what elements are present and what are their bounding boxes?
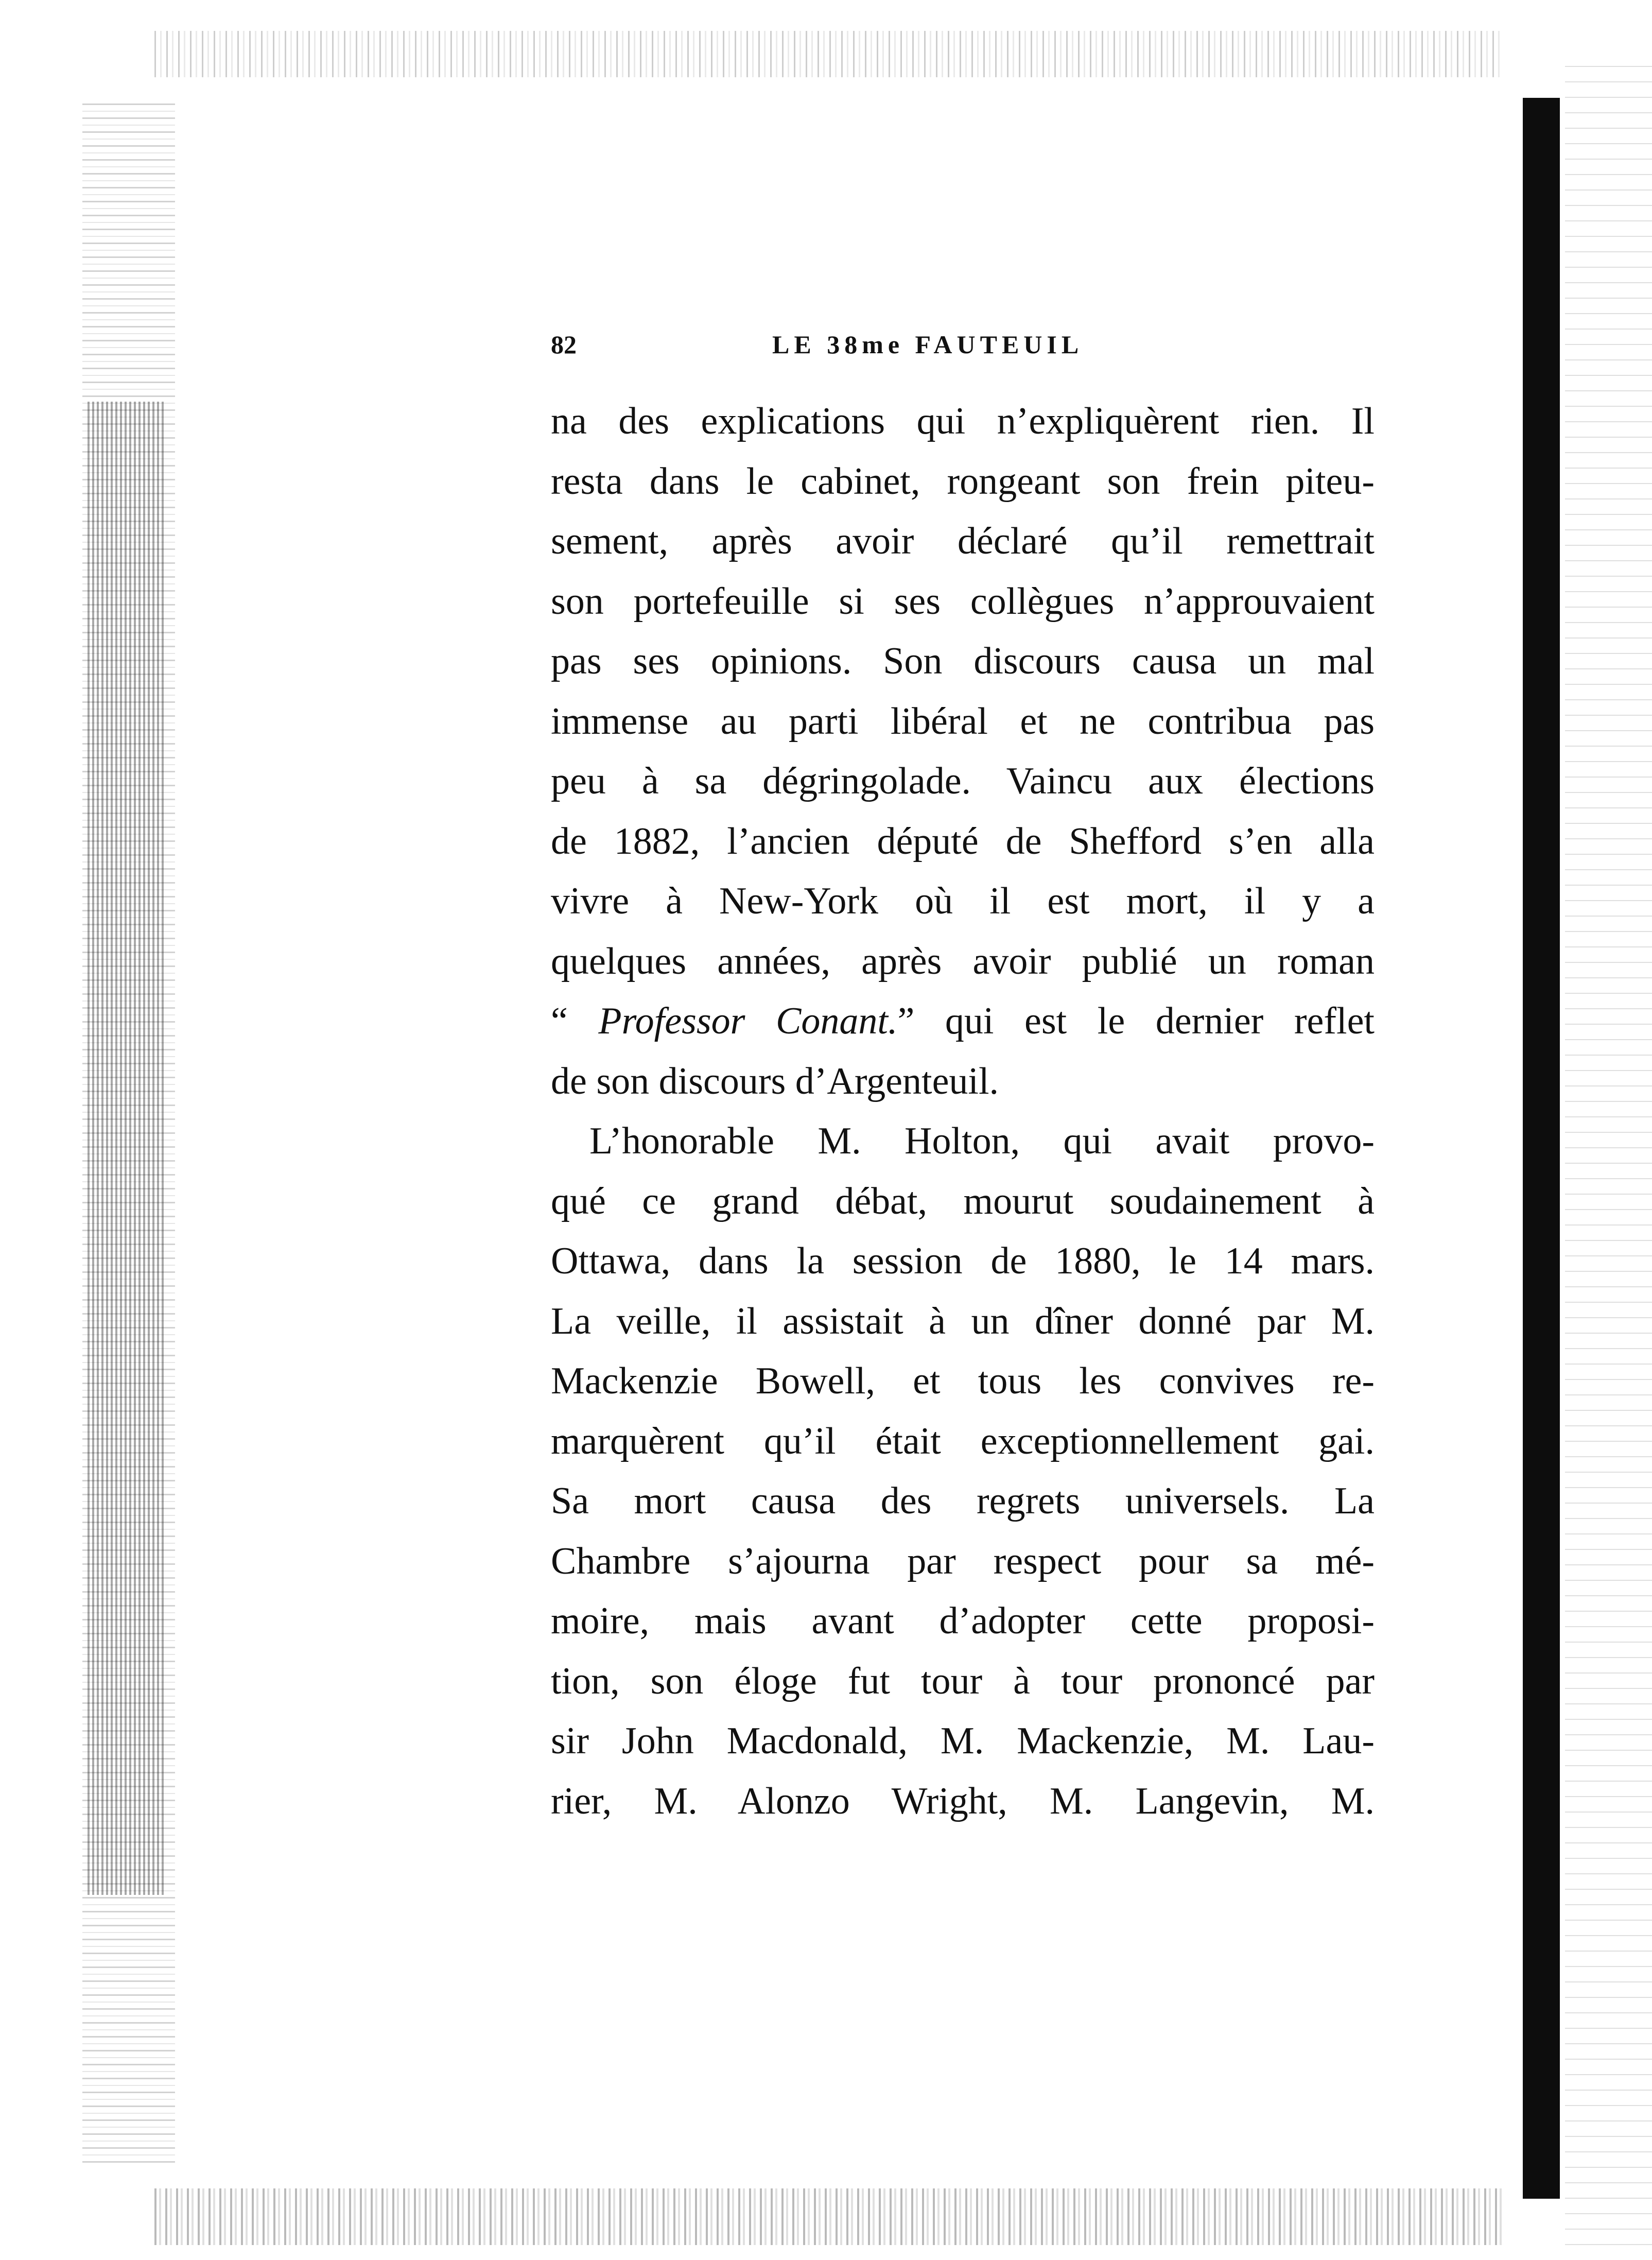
text-line: na des explications qui n’expliquèrent rien. Il — [551, 400, 1375, 442]
text-line: quelques années, après avoir publié un roman — [551, 940, 1375, 982]
text-line: immense au parti libéral et ne contribua pas — [551, 700, 1375, 743]
text-line: L’honorable M. Holton, qui avait provo- — [589, 1120, 1375, 1162]
quote-close-text: ” qui est le dernier reflet — [897, 1000, 1375, 1042]
scan-noise-bottom — [154, 2188, 1503, 2245]
text-line: Ottawa, dans la session de 1880, le 14 mars. — [551, 1240, 1375, 1282]
text-line: sement, après avoir déclaré qu’il remettrait — [551, 520, 1375, 562]
text-line: marquèrent qu’il était exceptionnellement gai. — [551, 1420, 1375, 1462]
text-line: Mackenzie Bowell, et tous les convives re- — [551, 1360, 1375, 1402]
text-line-with-title — [551, 991, 1375, 1051]
text-line: pas ses opinions. Son discours causa un mal — [551, 640, 1375, 682]
quote-open: “ — [551, 1000, 599, 1042]
text-line: peu à sa dégringolade. Vaincu aux élections — [551, 760, 1375, 802]
body-text — [551, 391, 1375, 1831]
text-line: moire, mais avant d’adopter cette proposi- — [551, 1600, 1375, 1642]
binding-edge-left — [88, 402, 165, 1895]
scan-noise-top — [154, 31, 1503, 77]
text-line: tion, son éloge fut tour à tour prononcé par — [551, 1660, 1375, 1702]
text-line: son portefeuille si ses collègues n’approuvaient — [551, 580, 1375, 623]
text-line: de 1882, l’ancien député de Shefford s’en alla — [551, 820, 1375, 862]
text-line: resta dans le cabinet, rongeant son frein piteu- — [551, 460, 1375, 503]
scan-noise-right — [1565, 51, 1652, 2245]
text-line-last: de son discours d’Argenteuil. — [551, 1060, 999, 1102]
text-line: rier, M. Alonzo Wright, M. Langevin, M. — [551, 1780, 1375, 1822]
binding-edge-right — [1523, 98, 1560, 2199]
text-line: sir John Macdonald, M. Mackenzie, M. Lau- — [551, 1720, 1375, 1762]
text-line: qué ce grand débat, mourut soudainement à — [551, 1180, 1375, 1222]
paragraph-2 — [551, 1111, 1375, 1831]
text-line: vivre à New-York où il est mort, il y a — [551, 880, 1375, 922]
page-content — [551, 330, 1375, 1831]
text-line: Chambre s’ajourna par respect pour sa mé- — [551, 1540, 1375, 1582]
text-line: Sa mort causa des regrets universels. La — [551, 1480, 1375, 1522]
page-number: 82 — [551, 330, 577, 359]
book-title: Professor Conant. — [598, 1000, 898, 1042]
running-head-title: LE 38me FAUTEUIL — [772, 330, 1084, 359]
text-line: La veille, il assistait à un dîner donné par M. — [551, 1300, 1375, 1342]
running-head — [551, 330, 1375, 366]
paragraph-1 — [551, 391, 1375, 1111]
